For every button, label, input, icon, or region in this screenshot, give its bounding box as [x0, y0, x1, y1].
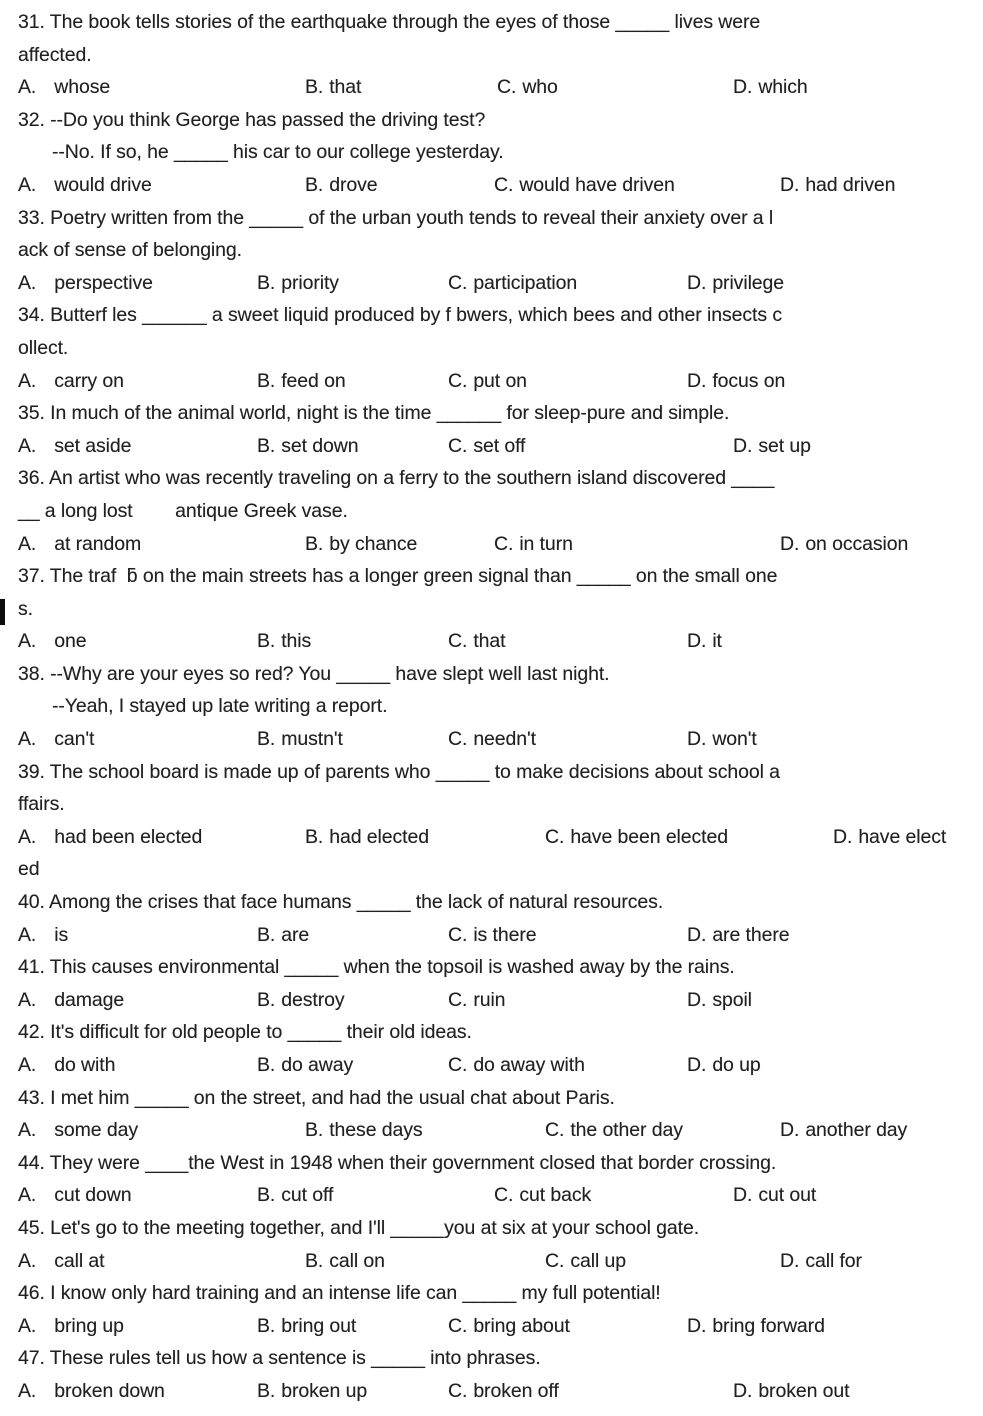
question-line	[0, 1147, 983, 1180]
options-row	[0, 1245, 983, 1278]
option-text: do away	[281, 1054, 354, 1076]
question-line	[0, 104, 983, 137]
question-line	[0, 332, 983, 365]
option-text: this	[281, 630, 312, 653]
option-label: C.	[448, 369, 468, 392]
question-line	[0, 234, 983, 267]
option-label: C.	[448, 434, 468, 457]
option-label: B.	[257, 271, 276, 294]
option-text: on occasion	[805, 532, 909, 555]
option-label: D.	[780, 1249, 800, 1272]
question-text: 36. An artist who was recently traveling on a ferry to the southern island discovered ____	[18, 467, 775, 490]
option-B	[257, 267, 339, 300]
option-text: privilege	[712, 271, 785, 294]
option-label: D.	[733, 1184, 753, 1207]
option-text: set up	[758, 434, 811, 457]
question-line	[0, 1212, 983, 1245]
option-text: set aside	[54, 434, 132, 457]
option-A	[18, 821, 202, 854]
options-row	[0, 1179, 983, 1212]
option-label: C.	[448, 988, 468, 1011]
option-label: A.	[18, 1249, 37, 1272]
options-row	[0, 365, 983, 398]
option-B	[305, 1245, 385, 1278]
option-text: bring up	[54, 1314, 124, 1337]
question-line	[0, 299, 983, 332]
option-label: B.	[257, 988, 276, 1011]
question-line	[0, 658, 983, 691]
option-A	[18, 1310, 124, 1343]
option-D	[833, 821, 946, 854]
option-text: cut off	[281, 1184, 334, 1207]
option-D	[687, 723, 757, 756]
option-label: B.	[305, 825, 324, 848]
option-text: carry on	[54, 369, 124, 392]
option-B	[305, 528, 417, 561]
option-text: had elected	[329, 825, 429, 848]
option-label: A.	[18, 271, 37, 294]
option-text: do with	[54, 1054, 116, 1076]
option-text: have elect	[858, 825, 947, 848]
question-line	[0, 397, 983, 430]
option-label: C.	[545, 1119, 565, 1142]
option-label: C.	[494, 532, 514, 555]
question-line	[0, 853, 983, 886]
option-B	[257, 1375, 367, 1408]
option-label: D.	[733, 434, 753, 457]
option-label: D.	[687, 728, 707, 751]
option-text: is there	[473, 923, 537, 946]
option-D	[780, 1245, 862, 1278]
option-text: that	[329, 76, 362, 99]
option-text: priority	[281, 271, 339, 294]
option-text: bring forward	[712, 1314, 825, 1337]
options-row	[0, 919, 983, 952]
option-C	[494, 528, 573, 561]
option-text: bring about	[473, 1314, 570, 1337]
option-text: call at	[54, 1249, 105, 1272]
question-line	[0, 690, 983, 723]
question-text: 35. In much of the animal world, night is the time ______ for sleep-pure and simple.	[18, 402, 730, 425]
option-text: whose	[54, 76, 111, 99]
question-text: --Yeah, I stayed up late writing a report.	[52, 695, 388, 718]
option-A	[18, 267, 153, 300]
option-A	[18, 430, 131, 463]
option-C	[448, 919, 536, 952]
option-text: these days	[329, 1119, 423, 1142]
option-B	[257, 984, 344, 1017]
option-text: drove	[329, 173, 378, 196]
option-B	[257, 1179, 333, 1212]
option-text: broken up	[281, 1379, 368, 1402]
option-label: B.	[305, 1249, 324, 1272]
option-text: who	[522, 76, 558, 99]
option-B	[257, 430, 358, 463]
options-row	[0, 430, 983, 463]
question-text: 33. Poetry written from the _____ of the urban youth tends to reveal their anxiety over a l	[18, 206, 774, 229]
question-text: affected.	[18, 43, 92, 66]
option-label: B.	[257, 1379, 276, 1402]
question-line	[0, 593, 983, 626]
question-text: 43. I met him _____ on the street, and had the usual chat about Paris.	[18, 1086, 615, 1109]
option-text: is	[54, 923, 69, 946]
option-D	[687, 919, 789, 952]
options-row	[0, 1049, 983, 1082]
question-line	[0, 495, 983, 528]
question-line	[0, 1082, 983, 1115]
question-text: 47. These rules tell us how a sentence is _____ into phrases.	[18, 1347, 541, 1370]
option-text: call for	[805, 1249, 862, 1272]
option-text: had been elected	[54, 825, 203, 848]
option-C	[545, 1245, 626, 1278]
option-C	[448, 267, 577, 300]
question-line	[0, 136, 983, 169]
option-label: A.	[18, 1119, 37, 1142]
option-label: D.	[733, 1379, 753, 1402]
option-B	[257, 1049, 353, 1082]
option-label: C.	[494, 1184, 514, 1207]
option-text: cut out	[758, 1184, 817, 1207]
option-label: C.	[448, 630, 468, 653]
question-line	[0, 951, 983, 984]
option-label: A.	[18, 1054, 37, 1076]
option-C	[497, 71, 558, 104]
options-row	[0, 625, 983, 658]
option-text: broken out	[758, 1379, 850, 1402]
options-row	[0, 723, 983, 756]
option-label: B.	[257, 1184, 276, 1207]
option-text: needn't	[473, 728, 536, 751]
question-line	[0, 202, 983, 235]
options-row	[0, 1310, 983, 1343]
option-label: B.	[257, 434, 276, 457]
option-label: A.	[18, 173, 37, 196]
question-line	[0, 756, 983, 789]
option-label: A.	[18, 1379, 37, 1402]
option-label: C.	[448, 1314, 468, 1337]
option-text: would have driven	[519, 173, 675, 196]
question-text: 34. Butterf les ______ a sweet liquid produced by f bwers, which bees and other insects c	[18, 304, 782, 327]
option-A	[18, 984, 124, 1017]
option-label: C.	[448, 1379, 468, 1402]
option-D	[687, 625, 722, 658]
option-A	[18, 71, 110, 104]
option-label: A.	[18, 76, 37, 99]
option-D	[733, 1179, 816, 1212]
question-text: ollect.	[18, 336, 69, 359]
option-C	[494, 1179, 591, 1212]
option-label: D.	[687, 1054, 707, 1076]
option-label: D.	[833, 825, 853, 848]
options-row	[0, 169, 983, 202]
option-C	[545, 1114, 683, 1147]
option-label: B.	[257, 1054, 276, 1076]
options-row	[0, 1375, 983, 1408]
option-text: ruin	[473, 988, 506, 1011]
option-label: C.	[497, 76, 517, 99]
question-text: 45. Let's go to the meeting together, and I'll _____you at six at your school gate.	[18, 1216, 700, 1239]
option-label: B.	[257, 369, 276, 392]
option-B	[257, 919, 309, 952]
option-label: A.	[18, 630, 37, 653]
option-text: one	[54, 630, 87, 653]
option-label: A.	[18, 434, 37, 457]
option-D	[687, 267, 784, 300]
option-C	[494, 169, 675, 202]
option-label: B.	[257, 923, 276, 946]
option-text: set off	[473, 434, 526, 457]
question-text: 32. --Do you think George has passed the driving test?	[18, 108, 486, 131]
option-text: set down	[281, 434, 359, 457]
option-text: destroy	[281, 988, 345, 1011]
option-label: C.	[448, 1054, 468, 1076]
option-label: A.	[18, 825, 37, 848]
option-label: B.	[257, 1314, 276, 1337]
option-text: are	[281, 923, 310, 946]
option-C	[448, 625, 505, 658]
option-label: C.	[448, 728, 468, 751]
option-C	[448, 365, 527, 398]
options-row	[0, 1114, 983, 1147]
option-label: D.	[733, 76, 753, 99]
option-A	[18, 1245, 104, 1278]
question-line	[0, 1342, 983, 1375]
option-label: B.	[305, 1119, 324, 1142]
options-row	[0, 528, 983, 561]
question-line	[0, 462, 983, 495]
option-text: spoil	[712, 988, 752, 1011]
option-text: mustn't	[281, 728, 343, 751]
question-text: 46. I know only hard training and an intense life can _____ my full potential!	[18, 1282, 661, 1305]
option-B	[305, 71, 361, 104]
options-row	[0, 267, 983, 300]
option-D	[733, 1375, 849, 1408]
option-text: that	[473, 630, 506, 653]
option-text: participation	[473, 271, 578, 294]
question-text: ack of sense of belonging.	[18, 239, 242, 262]
question-text: ed	[18, 858, 40, 881]
question-text: --No. If so, he _____ his car to our college yesterday.	[52, 141, 504, 164]
question-line	[0, 1016, 983, 1049]
option-A	[18, 1375, 165, 1408]
question-text: 42. It's difficult for old people to _____ their old ideas.	[18, 1021, 472, 1044]
option-label: B.	[305, 76, 324, 99]
option-label: D.	[780, 1119, 800, 1142]
option-label: C.	[545, 825, 565, 848]
option-label: A.	[18, 923, 37, 946]
option-B	[257, 625, 311, 658]
question-text: s.	[18, 597, 33, 620]
option-D	[687, 984, 752, 1017]
option-D	[780, 169, 895, 202]
option-text: by chance	[329, 532, 418, 555]
question-line	[0, 788, 983, 821]
option-A	[18, 1114, 138, 1147]
option-A	[18, 1179, 131, 1212]
option-B	[305, 1114, 423, 1147]
option-D	[687, 365, 785, 398]
option-text: bring out	[281, 1314, 357, 1337]
option-C	[448, 1375, 559, 1408]
option-label: A.	[18, 1184, 37, 1207]
option-B	[257, 365, 346, 398]
question-text: 44. They were ____the West in 1948 when their government closed that border crossing.	[18, 1151, 777, 1174]
option-label: D.	[687, 988, 707, 1011]
option-B	[305, 821, 429, 854]
option-text: the other day	[570, 1119, 683, 1142]
option-A	[18, 169, 152, 202]
question-line	[0, 6, 983, 39]
option-text: cut down	[54, 1184, 132, 1207]
option-D	[687, 1049, 761, 1082]
option-text: broken down	[54, 1379, 165, 1402]
option-C	[448, 723, 536, 756]
option-label: A.	[18, 369, 37, 392]
option-D	[780, 528, 908, 561]
option-text: call up	[570, 1249, 626, 1272]
option-C	[545, 821, 728, 854]
option-text: it	[712, 630, 722, 653]
option-label: C.	[448, 271, 468, 294]
option-A	[18, 365, 124, 398]
option-label: D.	[687, 630, 707, 653]
option-label: D.	[780, 532, 800, 555]
question-line	[0, 560, 983, 593]
option-D	[780, 1114, 907, 1147]
option-label: B.	[305, 173, 324, 196]
question-text: ffairs.	[18, 793, 65, 816]
option-text: have been elected	[570, 825, 728, 848]
option-label: D.	[687, 923, 707, 946]
option-text: won't	[712, 728, 757, 751]
question-text: 39. The school board is made up of parents who _____ to make decisions about school a	[18, 760, 780, 783]
option-text: can't	[54, 728, 95, 751]
option-B	[257, 1310, 356, 1343]
options-row	[0, 984, 983, 1017]
option-label: A.	[18, 728, 37, 751]
question-text: 38. --Why are your eyes so red? You _____ have slept well last night.	[18, 662, 610, 685]
option-text: damage	[54, 988, 125, 1011]
option-label: B.	[305, 532, 324, 555]
question-line	[0, 886, 983, 919]
question-text: __ a long lost antique Greek vase.	[18, 499, 348, 522]
option-label: A.	[18, 1314, 37, 1337]
option-C	[448, 1049, 585, 1082]
option-label: B.	[257, 728, 276, 751]
question-text: 31. The book tells stories of the earthquake through the eyes of those _____ lives were	[18, 11, 761, 33]
options-row	[0, 71, 983, 104]
option-text: would drive	[54, 173, 152, 196]
option-A	[18, 1049, 115, 1082]
option-B	[257, 723, 343, 756]
question-text: 40. Among the crises that face humans _____ the lack of natural resources.	[18, 891, 664, 914]
option-label: D.	[687, 271, 707, 294]
option-text: cut back	[519, 1184, 592, 1207]
options-row	[0, 821, 983, 854]
option-text: perspective	[54, 271, 153, 294]
option-label: C.	[448, 923, 468, 946]
option-B	[305, 169, 378, 202]
option-text: do up	[712, 1054, 761, 1076]
option-label: B.	[257, 630, 276, 653]
option-A	[18, 723, 94, 756]
option-label: C.	[494, 173, 514, 196]
option-D	[733, 430, 811, 463]
option-text: in turn	[519, 532, 573, 555]
question-line	[0, 39, 983, 72]
option-D	[733, 71, 808, 104]
option-C	[448, 430, 525, 463]
question-text: 37. The traf ƃ on the main streets has a longer green signal than _____ on the small one	[18, 565, 778, 588]
option-C	[448, 1310, 570, 1343]
option-text: do away with	[473, 1054, 585, 1076]
question-line	[0, 1277, 983, 1310]
option-text: some day	[54, 1119, 138, 1142]
option-label: C.	[545, 1249, 565, 1272]
question-text: 41. This causes environmental _____ when the topsoil is washed away by the rains.	[18, 956, 735, 979]
option-A	[18, 625, 86, 658]
option-label: D.	[687, 1314, 707, 1337]
option-text: focus on	[712, 369, 786, 392]
option-text: feed on	[281, 369, 346, 392]
option-text: at random	[54, 532, 142, 555]
option-text: are there	[712, 923, 790, 946]
option-label: A.	[18, 532, 37, 555]
option-text: another day	[805, 1119, 908, 1142]
option-A	[18, 919, 68, 952]
option-text: broken off	[473, 1379, 559, 1402]
option-text: call on	[329, 1249, 385, 1272]
option-text: put on	[473, 369, 527, 392]
option-D	[687, 1310, 825, 1343]
option-label: D.	[687, 369, 707, 392]
option-label: A.	[18, 988, 37, 1011]
option-text: which	[758, 76, 808, 99]
option-text: had driven	[805, 173, 896, 196]
option-label: D.	[780, 173, 800, 196]
option-A	[18, 528, 141, 561]
option-C	[448, 984, 505, 1017]
